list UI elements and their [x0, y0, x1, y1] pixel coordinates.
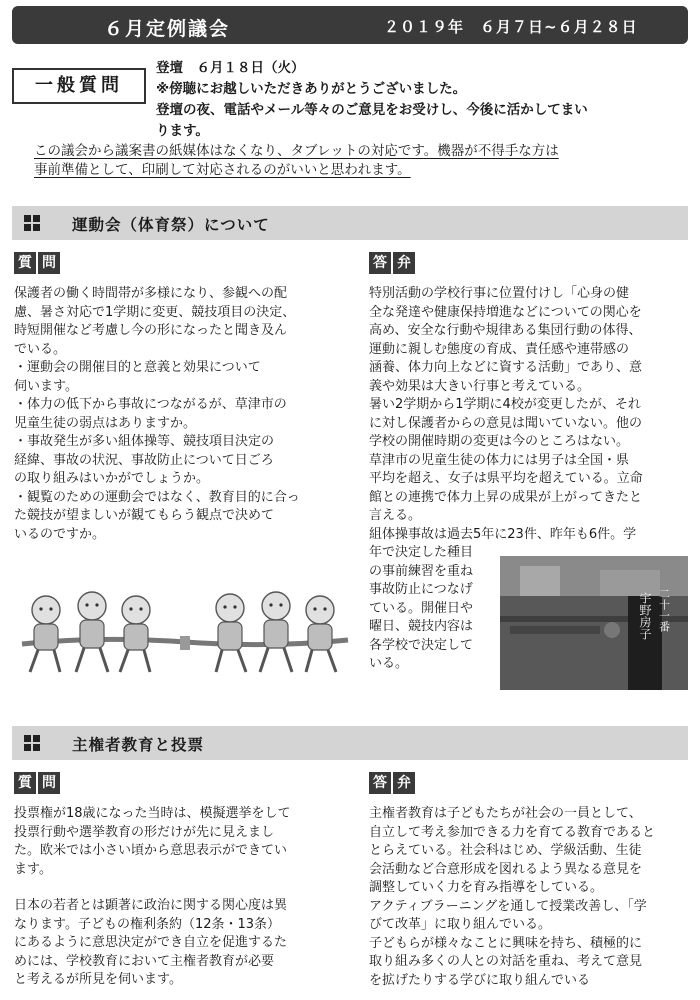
assembly-photo	[500, 556, 688, 690]
answer-text: 主権者教育は子どもたちが社会の一員として、 自立して考え参加できる力を育てる教育であると とらえている。社会科はじめ、学級活動、生徒 会活動など合意形成を図れるよう異なる意見を 調整していく力を育み指導をしている。 アクティブラーニングを通して授業改善し、「学 びて改革」に取り組んでいる。 子どもらが様々なことに興味を持ち、積極的に 取り組み多くの人との対話を重ね、考えて意見 を拡げたりする学びに取り組んでいる	[369, 806, 656, 988]
section-title: 主権者教育と投票	[72, 736, 205, 754]
question-bullet: ・観覧のための運動会ではなく、教育目的に合っ た競技が望ましいが観てもらう観点で決めて いるのですか。	[14, 489, 300, 542]
question-label: 質 問	[14, 772, 60, 794]
question-bullet: ・事故発生が多い組体操等、競技項目決定の 経緯、事故の状況、事故防止について日ごろ の取り組みはいかがでしょうか。	[14, 434, 275, 486]
podium-date: 登壇 ６月１８日（火）	[156, 60, 305, 76]
page-title: ６月定例議会	[104, 18, 231, 40]
message-line: 登壇の夜、電話やメール等々のご意見をお受けし、今後に活かしてまい	[156, 102, 588, 118]
session-dates: ２０１９年 ６月７日~６月２８日	[384, 18, 638, 36]
grid-square-icon	[24, 735, 40, 751]
question-bullet: ・体力の低下から事故につながるが、草津市の 児童生徒の弱点はありますか。	[14, 397, 287, 431]
section-title: 運動会（体育祭）について	[72, 216, 270, 234]
answer-text: 特別活動の学校行事に位置付けし「心身の健 全な発達や健康保持増進などについての関心を 高め、安全な行動や規律ある集団行動の体得、 運動に親しむ態度の育成、責任感や連帯感の 涵養、体力向上などに資する活動」であり、意 義や効果は大きい行事と考えている。 暑い2学期から1学期に4校が変更したが、それ に対し保護者からの意見は聞いていない。他の 学校の開催時期の変更は今のところはない。 草津市の児童生徒の体力には男子は全国・県 平均を超え、女子は県平均を超えている。立命 館との連携で体力上昇の成果が上がってきたと 言える。 組体操事故は過去5年に23件、昨年も6件。学	[369, 286, 643, 542]
general-question-label: 一般質問	[12, 68, 146, 104]
tug-of-war-illustration	[20, 580, 350, 680]
tablet-notice	[34, 142, 674, 180]
grid-square-icon	[24, 215, 40, 231]
nameplate-number: 二十一番	[657, 588, 671, 632]
question-text: 保護者の働く時間帯が多様になり、参観への配 慮、暑さ対応で1学期に変更、競技項目の決定、 時短開催など考慮し今の形になったと聞き及ん でいる。 ・運動会の開催目的と意義と効果について 伺います。 ・体力の低下から事故につながるが、草津市の 児童生徒の弱点はありますか。 ・事故発生が多い組体操等、競技項目決定の 経緯、事故の状況、事故防止について日ごろ の取り組みはいかがでしょうか。 ・観覧のための運動会ではなく、教育目的に合っ た競技が望ましいが観てもらう観点で決めて いるのですか。	[14, 285, 354, 544]
nameplate-text: 宇野房子	[638, 592, 652, 640]
question-bullet: ・運動会の開催目的と意義と効果について 伺います。	[14, 360, 261, 394]
notice-line: 事前準備として、印刷して対応されるのがいいと思われます。	[34, 162, 411, 178]
intro-text	[156, 58, 696, 142]
answer-text-continued: 年で決定した種目 の事前練習を重ね 事故防止につなげ ている。開催日や 曜日、競技内容は 各学校で決定して いる。	[369, 545, 474, 671]
question-label: 質 問	[14, 252, 60, 274]
answer-label: 答 弁	[369, 252, 415, 274]
answer-label: 答 弁	[369, 772, 415, 794]
notice-line: この議会から議案書の紙媒体はなくなり、タブレットの対応です。機器が不得手な方は	[34, 143, 559, 159]
question-text: 投票権が18歳になった当時は、模擬選挙をして 投票行動や選挙教育の形だけが先に見えまし た。欧米では小さい頃から意思表示ができてい ます。 日本の若者とは顕著に政治に関する関心度は異 なります。子どもの権利条約（12条・13条） にあるように意思決定ができ自立を促進するた めには、学校教育において主権者教育が必要 と考えるが所見を伺います。	[14, 806, 291, 987]
message-line: ります。	[156, 123, 209, 139]
section-header-sovereign-education	[12, 726, 688, 760]
header-bar	[12, 6, 688, 44]
section-header-sports-day	[12, 206, 688, 240]
thanks-line: ※傍聴にお越しいただきありがとうございました。	[156, 81, 467, 97]
